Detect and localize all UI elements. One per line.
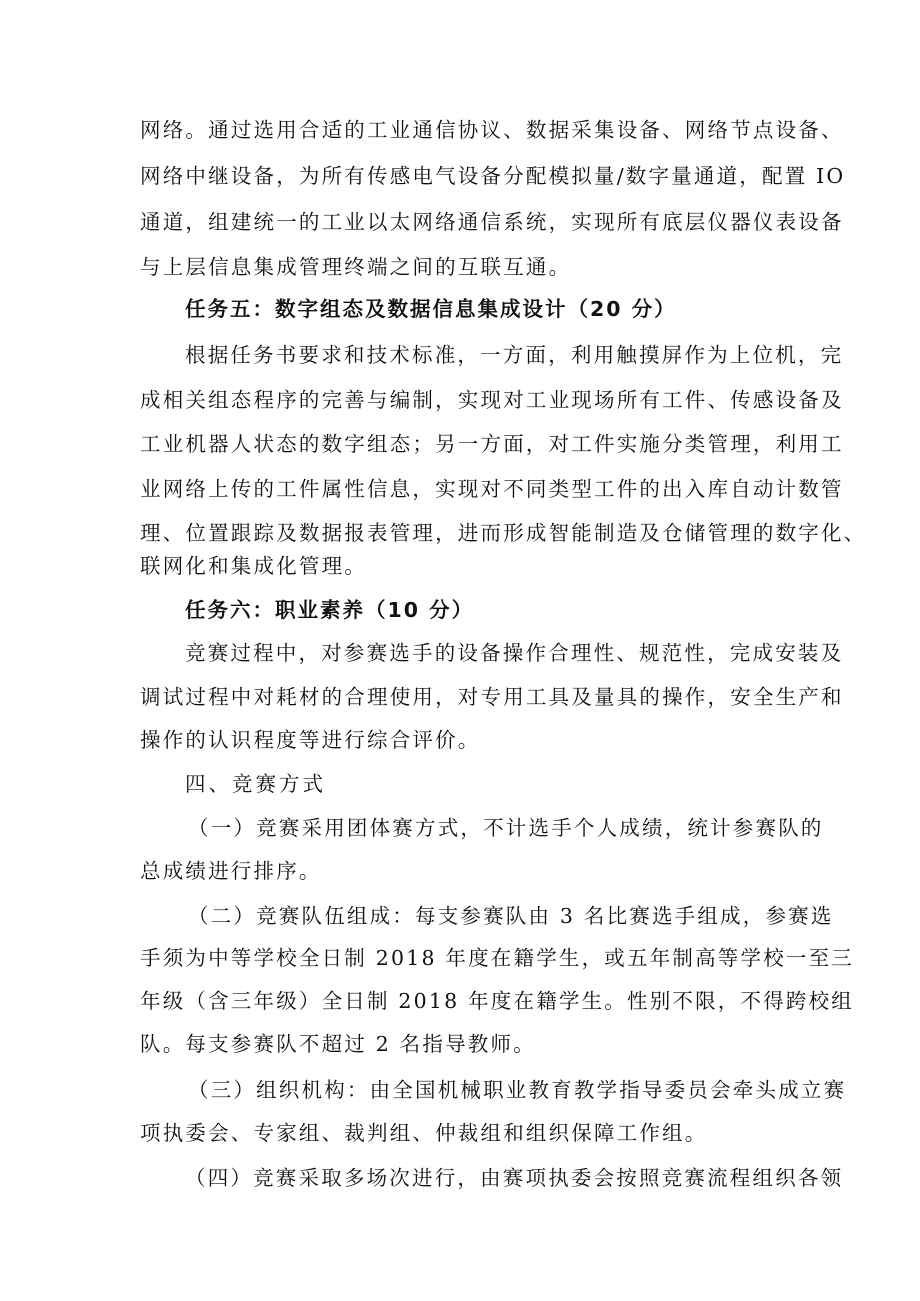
- paragraph-line: （一）竞赛采用团体赛方式，不计选手个人成绩，统计参赛队的: [188, 816, 824, 840]
- paragraph-line: 总成绩进行排序。: [140, 859, 322, 883]
- paragraph-line: （四）竞赛采取多场次进行，由赛项执委会按照竞赛流程组织各领: [185, 1166, 844, 1190]
- paragraph-line: （三）组织机构：由全国机械职业教育教学指导委员会牵头成立赛: [188, 1078, 847, 1102]
- paragraph-line: 理、位置跟踪及数据报表管理，进而形成智能制造及仓储管理的数字化、: [140, 521, 867, 545]
- paragraph-line: 与上层信息集成管理终端之间的互联互通。: [140, 255, 572, 279]
- paragraph-line: 业网络上传的工件属性信息，实现对不同类型工件的出入库自动计数管: [140, 477, 844, 501]
- paragraph-line: 队。每支参赛队不超过 2 名指导教师。: [140, 1032, 536, 1056]
- paragraph-line: 手须为中等学校全日制 2018 年度在籍学生，或五年制高等学校一至三: [140, 946, 855, 970]
- paragraph-line: 联网化和集成化管理。: [140, 554, 367, 578]
- paragraph-line: 根据任务书要求和技术标准，一方面，利用触摸屏作为上位机，完: [185, 343, 844, 367]
- paragraph-line: 工业机器人状态的数字组态；另一方面，对工件实施分类管理，利用工: [140, 432, 844, 456]
- paragraph-line: 项执委会、专家组、裁判组、仲裁组和组织保障工作组。: [140, 1121, 708, 1145]
- paragraph-line: 网络。通过选用合适的工业通信协议、数据采集设备、网络节点设备、: [140, 118, 844, 142]
- paragraph-line: 年级（含三年级）全日制 2018 年度在籍学生。性别不限，不得跨校组: [140, 989, 855, 1013]
- paragraph-line: 通道，组建统一的工业以太网络通信系统，实现所有底层仪器仪表设备: [140, 210, 844, 234]
- paragraph-line: （二）竞赛队伍组成：每支参赛队由 3 名比赛选手组成，参赛选: [188, 904, 834, 928]
- paragraph-line: 成相关组态程序的完善与编制，实现对工业现场所有工件、传感设备及: [140, 388, 844, 412]
- paragraph-line: 网络中继设备，为所有传感电气设备分配模拟量/数字量通道，配置 IO: [140, 164, 846, 188]
- paragraph-line: 操作的认识程度等进行综合评价。: [140, 728, 481, 752]
- task-five-heading: 任务五：数字组态及数据信息集成设计（20 分）: [185, 297, 677, 321]
- paragraph-line: 竞赛过程中，对参赛选手的设备操作合理性、规范性，完成安装及: [185, 641, 844, 665]
- section-four-heading: 四、竞赛方式: [185, 772, 326, 796]
- task-six-heading: 任务六：职业素养（10 分）: [185, 598, 475, 622]
- paragraph-line: 调试过程中对耗材的合理使用，对专用工具及量具的操作，安全生产和: [140, 685, 844, 709]
